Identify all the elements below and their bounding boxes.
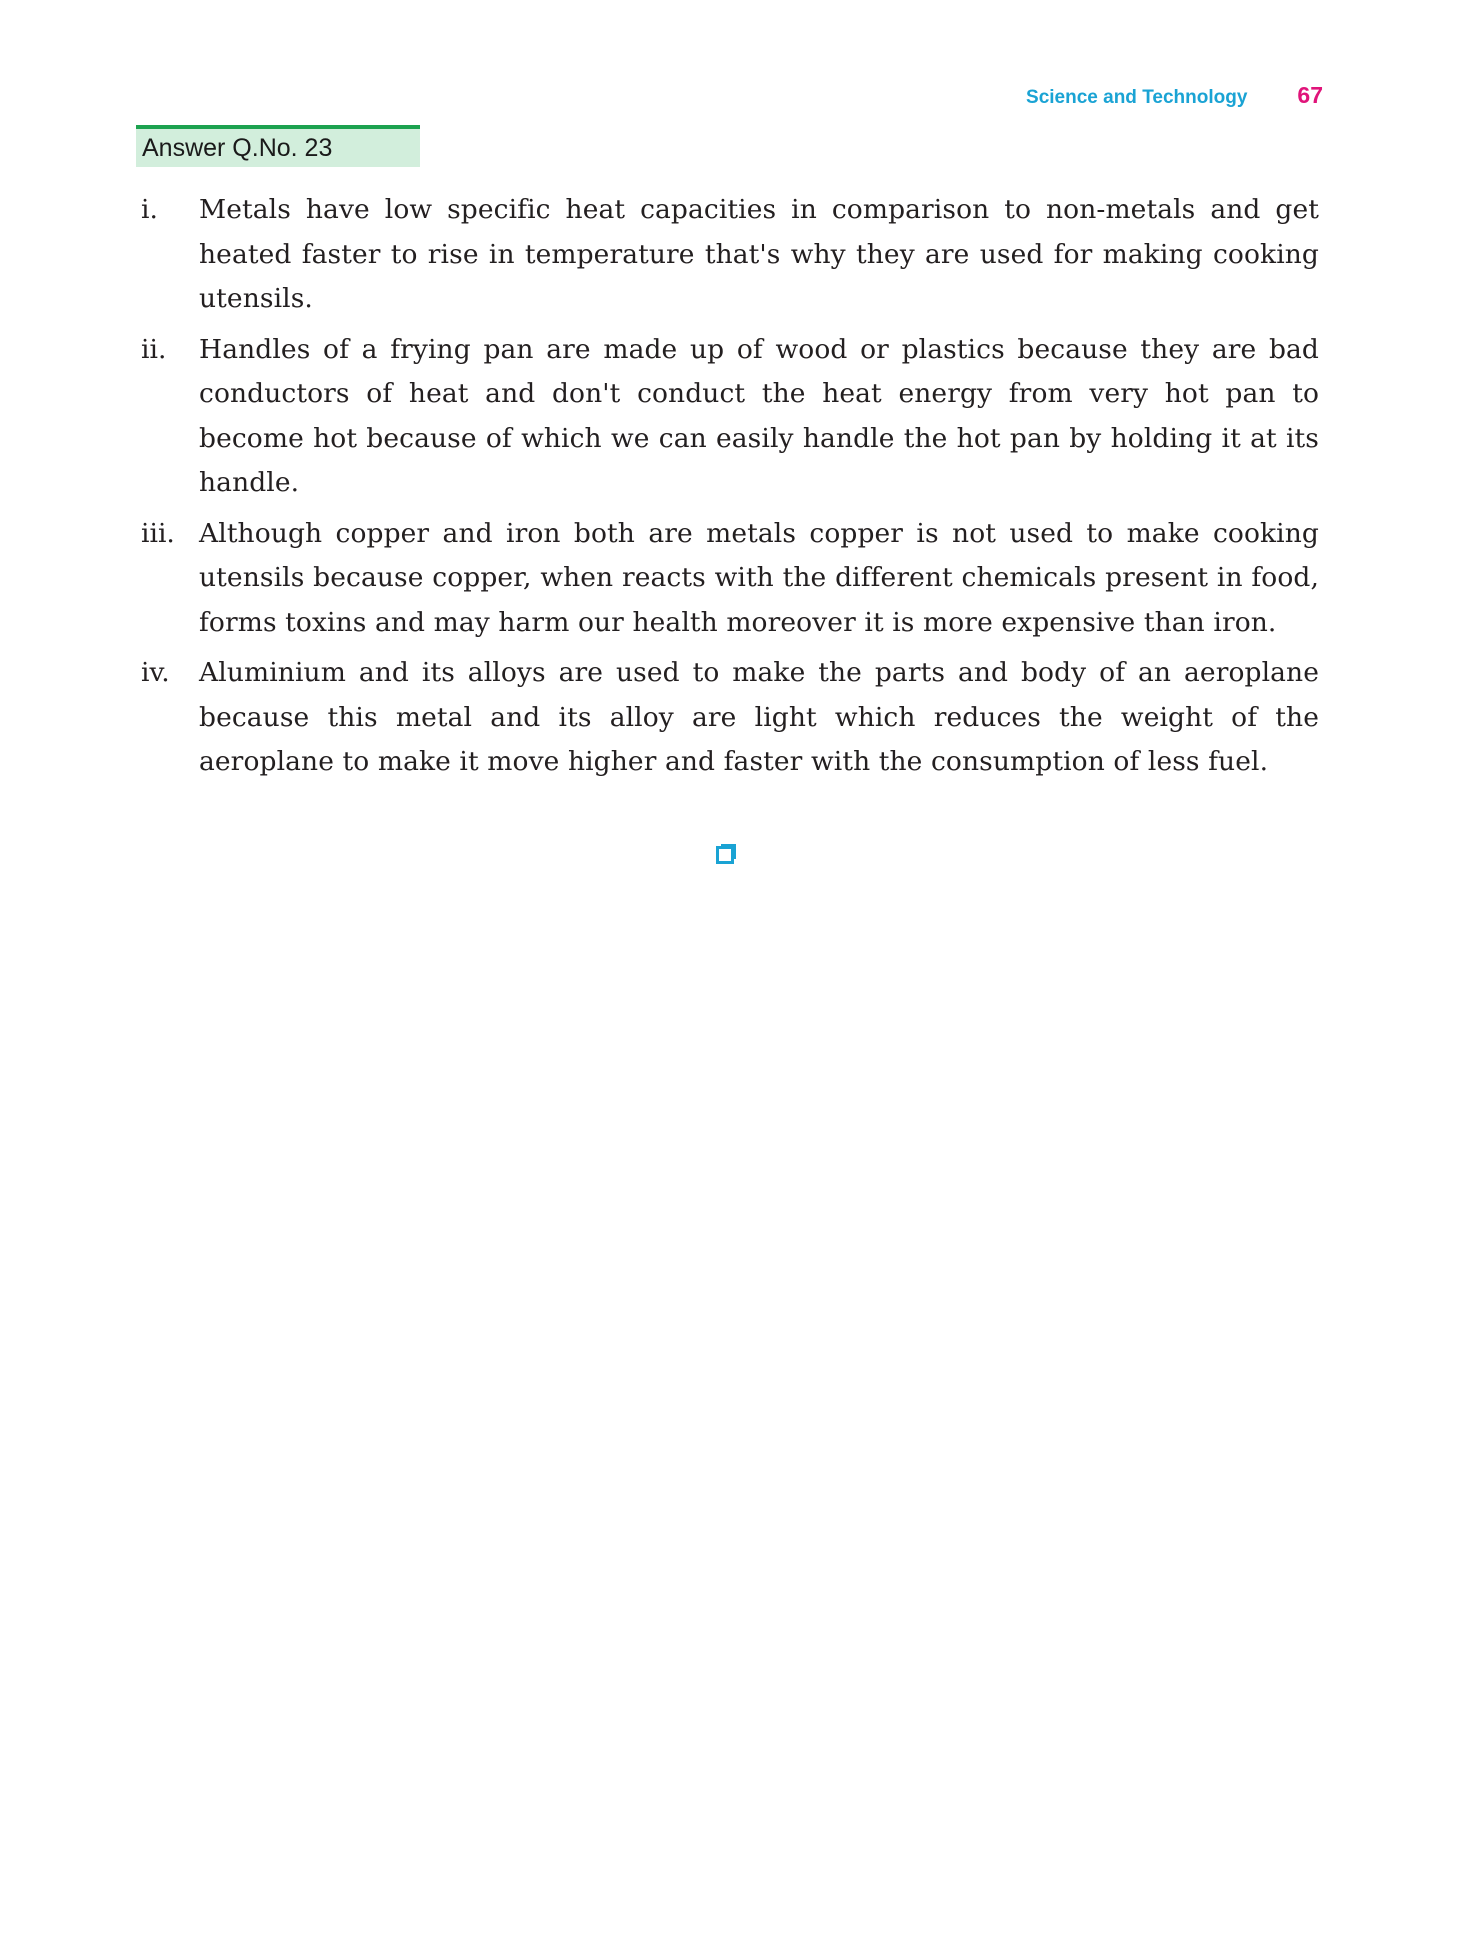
- end-of-section-square-icon: [716, 843, 737, 864]
- section-title: Science and Technology: [1026, 87, 1248, 108]
- answer-heading: Answer Q.No. 23: [136, 125, 420, 167]
- answer-list: [141, 188, 1319, 791]
- item-marker: ii.: [141, 333, 167, 365]
- answer-item-2: [141, 328, 1319, 506]
- item-text: Metals have low specific heat capacities in comparison to non-metals and get heated faster to rise in temperature that's why they are used for making cooking utensils.: [199, 194, 1319, 314]
- item-text: Handles of a frying pan are made up of wood or plastics because they are bad conductors of heat and don't conduct the heat energy from very hot pan to become hot because of which we can easily handle the hot pan by holding it at its handle.: [199, 333, 1319, 498]
- answer-item-4: [141, 651, 1319, 785]
- item-text: Aluminium and its alloys are used to make the parts and body of an aeroplane because this metal and its alloy are light which reduces the weight of the aeroplane to make it move higher and faster with the consumption of less fuel.: [199, 657, 1319, 777]
- page-number: 67: [1297, 82, 1323, 108]
- page-header: [1026, 82, 1323, 109]
- answer-item-3: [141, 512, 1319, 646]
- item-marker: iv.: [141, 657, 170, 688]
- item-marker: iii.: [141, 517, 175, 549]
- end-mark-square: [718, 848, 733, 863]
- item-text: Although copper and iron both are metals copper is not used to make cooking utensils because copper, when reacts with the different chemicals present in food, forms toxins and may harm our health moreover it is more expensive than iron.: [199, 517, 1319, 638]
- answer-item-1: [141, 188, 1319, 322]
- item-marker: i.: [141, 194, 158, 225]
